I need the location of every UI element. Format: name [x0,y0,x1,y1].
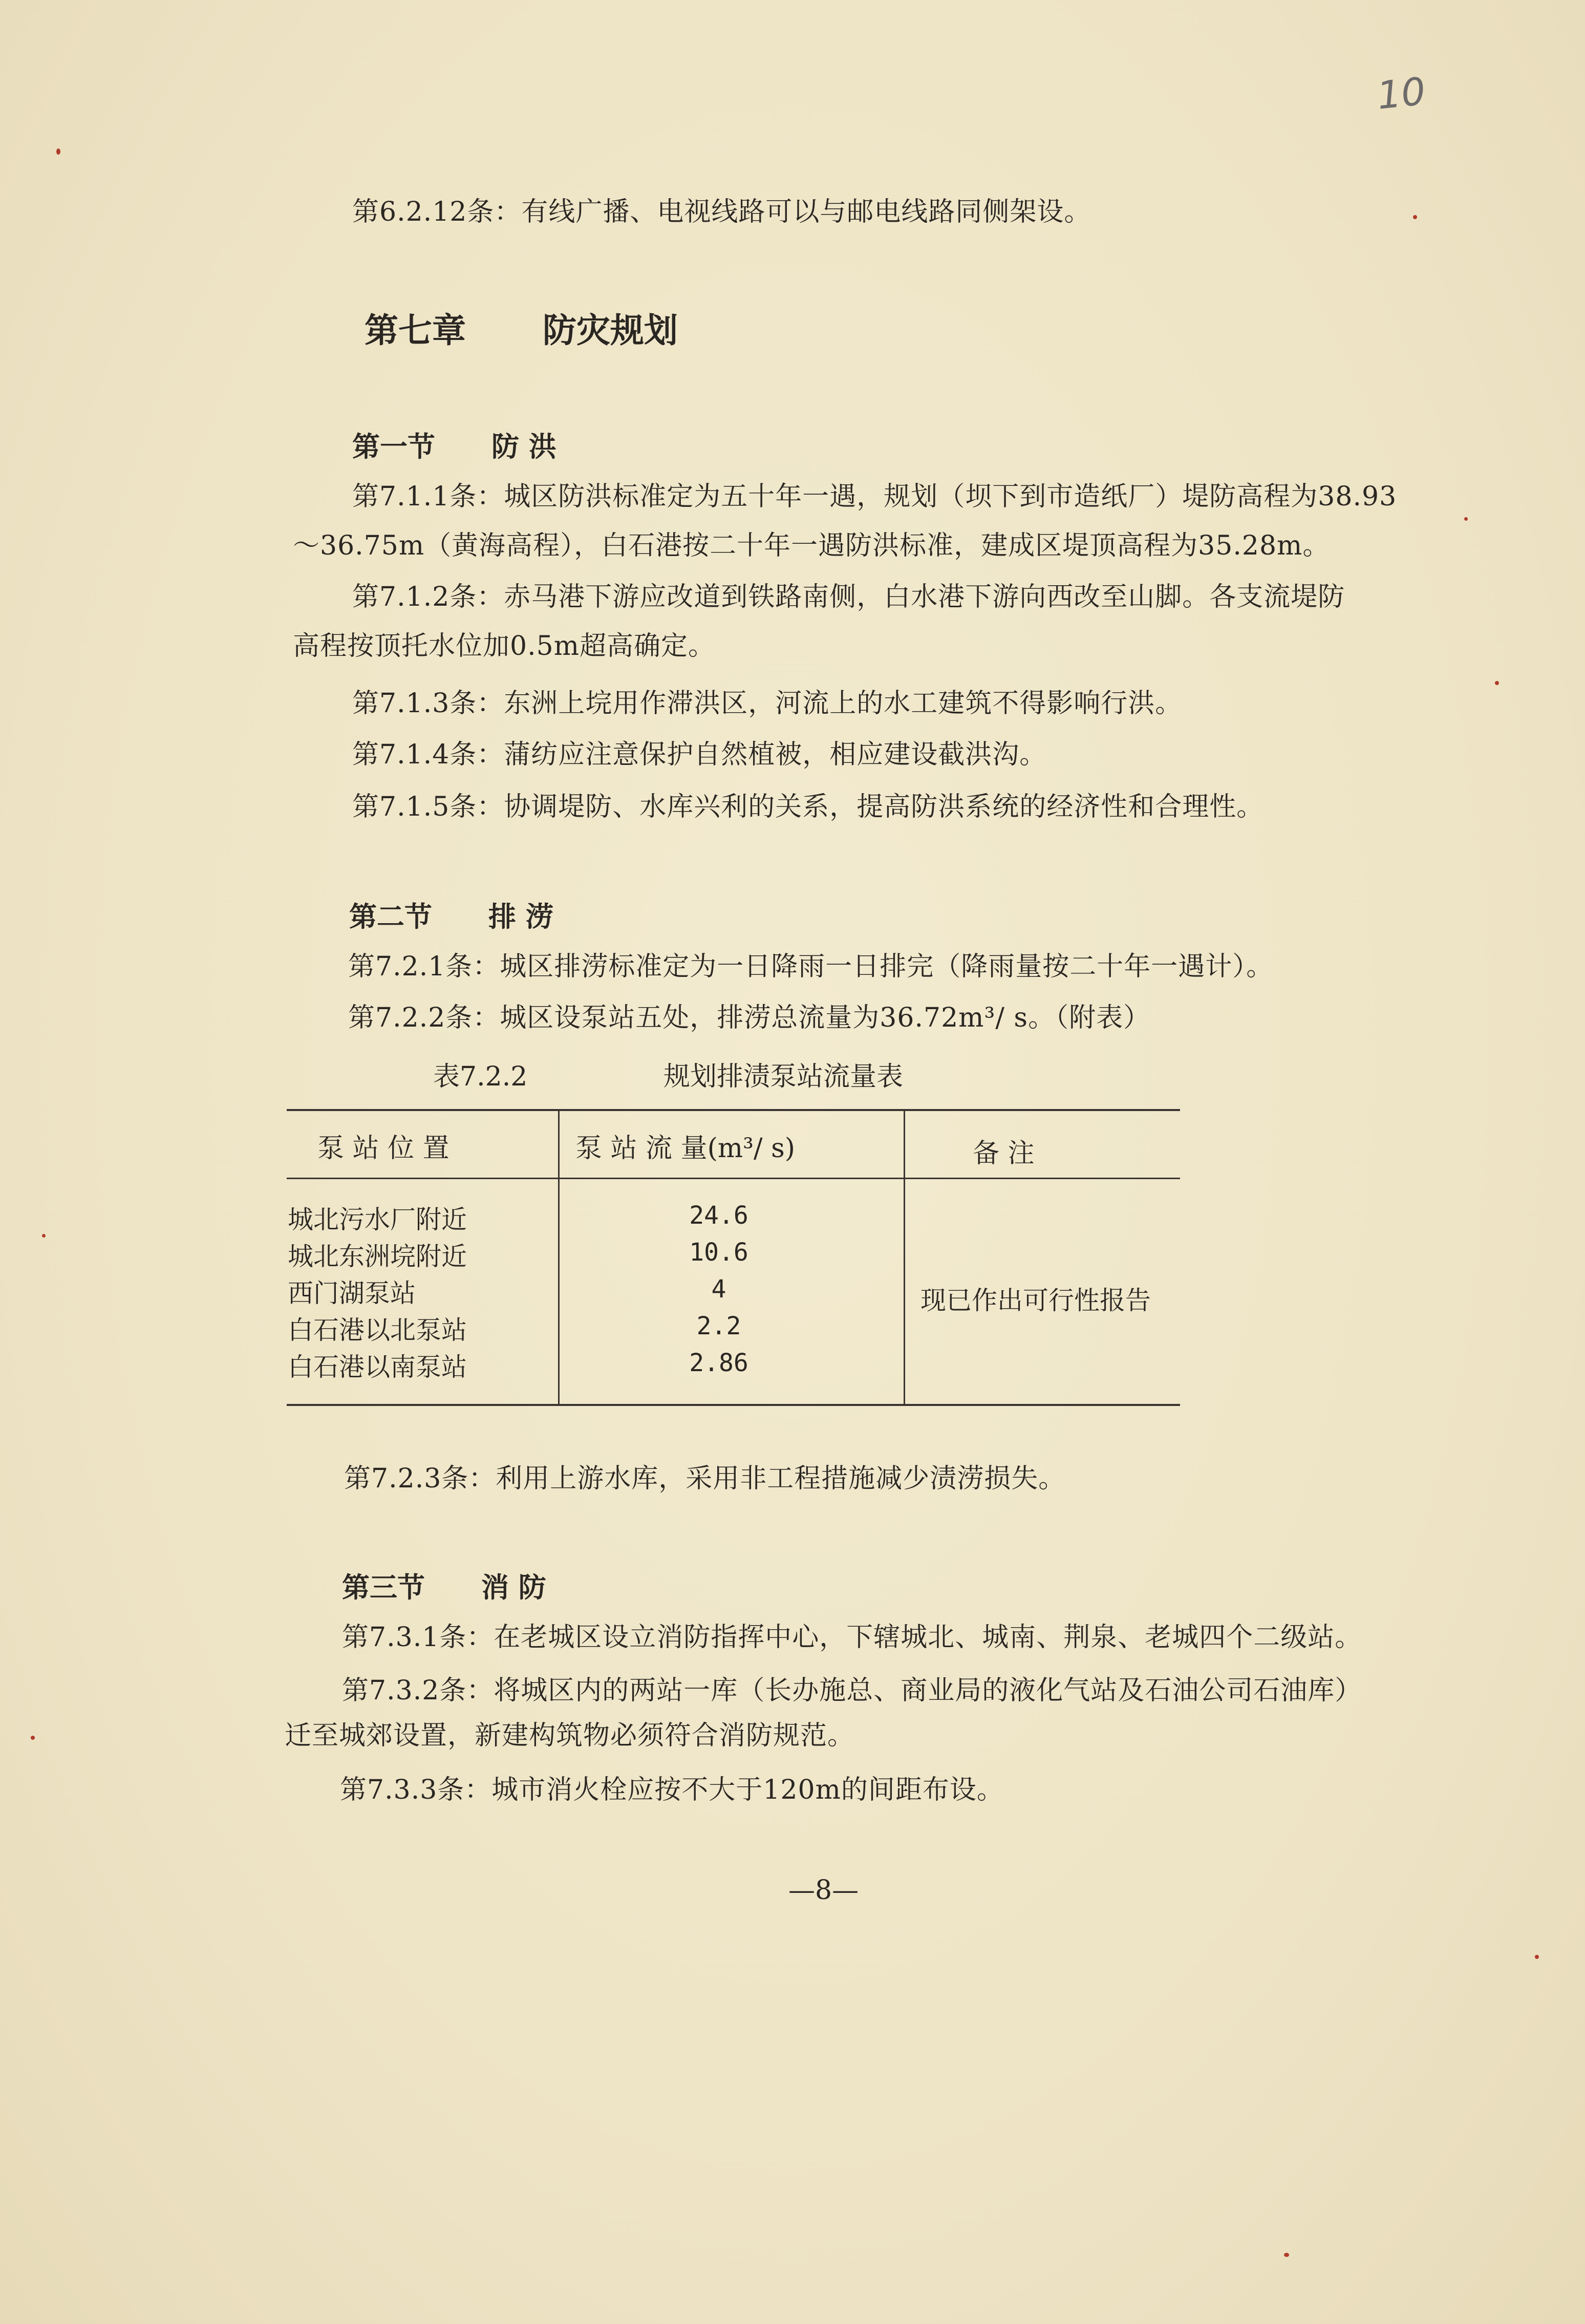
table-header-flow: 泵 站 流 量(m³/ s) [575,1133,796,1164]
table-row-location: 西门湖泵站 [288,1278,416,1308]
table-number: 表7.2.2 [433,1061,528,1092]
table-top-rule [287,1109,1180,1111]
clause-7-2-3: 第7.2.3条：利用上游水库，采用非工程措施减少渍涝损失。 [344,1463,1066,1494]
chapter-title: 防灾规划 [543,310,678,350]
table-row-location: 城北东洲垸附近 [288,1242,467,1271]
section-3-heading [342,1566,546,1605]
section-2-heading [349,895,553,934]
table-bottom-rule [287,1404,1180,1406]
chapter-number: 第七章 [365,310,466,350]
section-1-title: 防 洪 [491,430,556,463]
table-row-flow: 10.6 [689,1238,748,1267]
chapter-heading [365,303,678,352]
table-row-flow: 4 [711,1275,726,1304]
paper-speck [31,1736,35,1740]
table-row-location: 白石港以北泵站 [288,1315,467,1345]
table-col-divider-2 [904,1109,905,1405]
clause-7-1-5: 第7.1.5条：协调堤防、水库兴利的关系，提高防洪系统的经济性和合理性。 [352,792,1264,822]
clause-7-1-1-line-1: 第7.1.1条：城区防洪标准定为五十年一遇，规划（坝下到市造纸厂）堤防高程为38.93 [352,481,1397,512]
handwritten-page-mark: 10 [1375,69,1428,118]
table-header-note: 备 注 [973,1138,1035,1169]
page-number-footer: —8— [788,1875,859,1906]
clause-7-1-2-line-2: 高程按顶托水位加0.5m超高确定。 [293,631,716,662]
table-header-rule [287,1178,1180,1179]
section-1-heading [352,425,556,464]
section-2-title: 排 涝 [488,900,553,933]
paper-speck [56,148,60,155]
section-1-number: 第一节 [352,430,435,463]
table-row-flow: 24.6 [689,1201,748,1230]
paper-speck [1413,215,1417,219]
section-2-number: 第二节 [349,900,432,933]
table-row-location: 城北污水厂附近 [288,1205,467,1234]
table-row-location: 白石港以南泵站 [288,1352,467,1382]
clause-7-2-1: 第7.2.1条：城区排涝标准定为一日降雨一日排完（降雨量按二十年一遇计）。 [348,951,1274,982]
paper-speck [1284,2253,1289,2257]
table-note: 现已作出可行性报告 [920,1286,1151,1315]
section-3-title: 消 防 [481,1571,546,1604]
clause-6-2-12: 第6.2.12条：有线广播、电视线路可以与邮电线路同侧架设。 [352,197,1091,227]
clause-7-1-4: 第7.1.4条：蒲纺应注意保护自然植被，相应建设截洪沟。 [352,739,1047,770]
clause-7-1-1-line-2: ～36.75m（黄海高程），白石港按二十年一遇防洪标准，建成区堤顶高程为35.28m。 [293,530,1330,561]
section-3-number: 第三节 [342,1571,425,1604]
clause-7-3-2-line-1: 第7.3.2条：将城区内的两站一库（长办施总、商业局的液化气站及石油公司石油库） [342,1675,1362,1706]
paper-speck [1495,681,1499,685]
clause-7-1-2-line-1: 第7.1.2条：赤马港下游应改道到铁路南侧，白水港下游向西改至山脚。各支流堤防 [352,582,1345,612]
clause-7-3-2-line-2: 迁至城郊设置，新建构筑物必须符合消防规范。 [285,1720,855,1751]
clause-7-1-3: 第7.1.3条：东洲上垸用作滞洪区，河流上的水工建筑不得影响行洪。 [352,688,1183,719]
table-col-divider-1 [558,1109,560,1405]
table-title: 规划排渍泵站流量表 [663,1061,904,1092]
clause-7-3-3: 第7.3.3条：城市消火栓应按不大于120m的间距布设。 [340,1775,1004,1805]
table-row-flow: 2.2 [696,1312,741,1340]
paper-speck [1464,517,1468,521]
clause-7-3-1: 第7.3.1条：在老城区设立消防指挥中心，下辖城北、城南、荆泉、老城四个二级站。 [342,1622,1362,1653]
clause-7-2-2: 第7.2.2条：城区设泵站五处，排涝总流量为36.72m³/ s。（附表） [348,1003,1151,1033]
paper-speck [42,1234,46,1238]
table-row-flow: 2.86 [689,1349,748,1377]
table-header-location: 泵 站 位 置 [317,1133,449,1164]
paper-speck [1535,1955,1539,1959]
